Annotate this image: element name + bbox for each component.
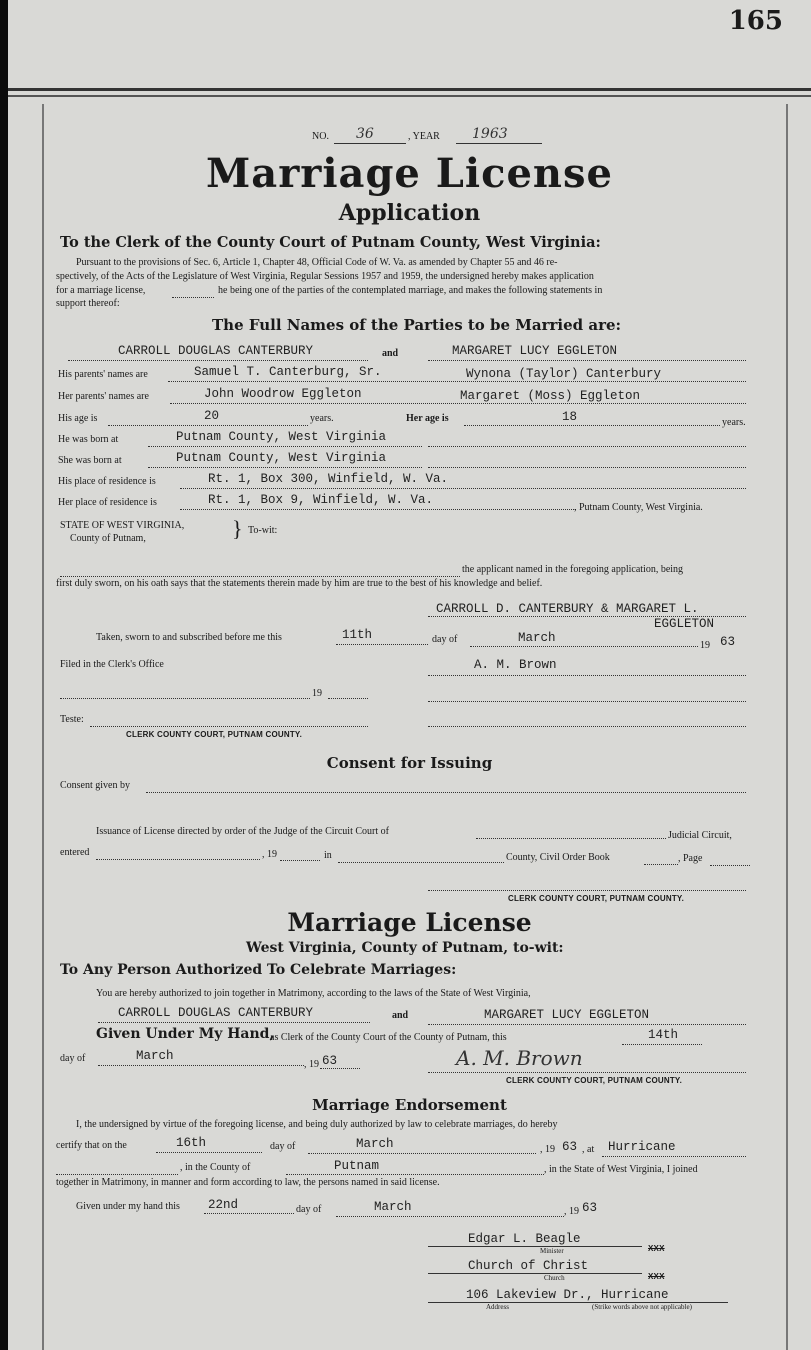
her-age-label: Her age is (406, 413, 449, 424)
license-title: Marriage License (287, 908, 532, 937)
applicant-signature: CARROLL D. CANTERBURY & MARGARET L. (436, 602, 699, 616)
document-subtitle: Application (338, 200, 481, 226)
she-born-label: She was born at (58, 455, 122, 466)
intro-line-2: spectively, of the Acts of the Legislature of West Virginia, Regular Sessions 1957 and 1959, the undersigned hereby makes application (56, 271, 594, 282)
sworn-month: March (518, 631, 556, 645)
intro-line-3a: for a marriage license, (56, 285, 146, 296)
entered-in-label: in (324, 850, 332, 861)
license-day: 14th (648, 1028, 679, 1042)
clerk-name: A. M. Brown (474, 658, 557, 672)
minister-caption: Minister (540, 1247, 564, 1255)
sworn-year: 63 (720, 635, 736, 649)
consent-heading: Consent for Issuing (326, 754, 493, 772)
no-label: NO. (312, 131, 329, 142)
license-state-line: West Virginia, County of Putnam, to-wit: (246, 940, 564, 956)
her-residence: Rt. 1, Box 9, Winfield, W. Va. (208, 493, 434, 507)
form-border-left (42, 104, 44, 1350)
her-age: 18 (562, 410, 578, 424)
marriage-month: March (356, 1137, 394, 1151)
addressee-line: To the Clerk of the County Court of Putnam County, West Virginia: (60, 234, 601, 251)
issuance-label: Issuance of License directed by order of the Judge of the Circuit Court of (96, 826, 389, 837)
strike-mark-2: XXX (648, 1272, 665, 1281)
license-year: 63 (322, 1054, 338, 1068)
state-label: STATE OF WEST VIRGINIA, (60, 520, 185, 531)
filed-nineteen: 19 (312, 688, 322, 699)
county-label: County of Putnam, (70, 533, 146, 544)
order-book-label: County, Civil Order Book (506, 852, 610, 863)
intro-line-4: support thereof: (56, 298, 120, 309)
marriage-nineteen: , 19 (540, 1144, 555, 1155)
applicant-signature-2: EGGLETON (654, 617, 715, 631)
given-day: 22nd (208, 1198, 239, 1212)
his-residence-label: His place of residence is (58, 476, 156, 487)
intro-line-1: Pursuant to the provisions of Sec. 6, Article 1, Chapter 48, Official Code of W. Va. as amended by Chapter 55 and 46 re- (76, 257, 558, 268)
clerk-caption-3: CLERK COUNTY COURT, PUTNAM COUNTY. (506, 1076, 682, 1085)
license-month: March (136, 1049, 174, 1063)
her-parents-label: Her parents' names are (58, 391, 149, 402)
marriage-year: 63 (562, 1140, 578, 1154)
given-month: March (374, 1200, 412, 1214)
form-border-right (786, 104, 788, 1350)
marriage-day-of: day of (270, 1141, 296, 1152)
his-parents-label: His parents' names are (58, 369, 148, 380)
given-under-hand: Given Under My Hand, (96, 1026, 275, 1042)
his-age: 20 (204, 409, 220, 423)
license-and: and (392, 1010, 409, 1021)
given-year: 63 (582, 1201, 598, 1215)
license-day-of: day of (60, 1053, 86, 1064)
as-clerk-label: as Clerk of the County Court of the County of Putnam, this (270, 1032, 507, 1043)
consent-given-label: Consent given by (60, 780, 130, 791)
filed-label: Filed in the Clerk's Office (60, 659, 164, 670)
license-bride: MARGARET LUCY EGGLETON (484, 1008, 650, 1022)
endorsement-line-1: I, the undersigned by virtue of the foregoing license, and being duly authorized by law to celebrate marriages, do hereby (76, 1119, 558, 1130)
license-number: 36 (356, 126, 374, 142)
judicial-circuit-label: Judicial Circuit, (668, 830, 732, 841)
years-label-2: years. (722, 417, 746, 428)
page-number: 165 (728, 6, 783, 36)
record-page (8, 0, 811, 1350)
license-year: 1963 (472, 126, 508, 142)
entered-nineteen: , 19 (262, 849, 277, 860)
county-of-label: , in the County of (180, 1162, 251, 1173)
license-to-any: To Any Person Authorized To Celebrate Marriages: (60, 962, 457, 978)
binding-rule (8, 88, 811, 91)
clerk-signature: A. M. Brown (456, 1046, 583, 1070)
sworn-label: Taken, sworn to and subscribed before me this (96, 632, 282, 643)
sworn-day: 11th (342, 628, 373, 642)
license-year-prefix: , 19 (304, 1059, 319, 1070)
given-label: Given under my hand this (76, 1201, 180, 1212)
he-born: Putnam County, West Virginia (176, 430, 387, 444)
binding-rule-2 (8, 95, 811, 97)
license-authorized: You are hereby authorized to join together in Matrimony, according to the laws of the State of West Virginia, (96, 988, 531, 999)
endorsement-line-3: together in Matrimony, in manner and form according to law, the persons named in said license. (56, 1177, 440, 1188)
entered-label: entered (60, 847, 90, 858)
minister-address: 106 Lakeview Dr., Hurricane (466, 1288, 669, 1302)
endorsement-heading: Marriage Endorsement (312, 1096, 507, 1114)
document-title: Marriage License (206, 150, 613, 197)
church-caption: Church (544, 1274, 565, 1282)
certify-label: certify that on the (56, 1140, 127, 1151)
his-age-label: His age is (58, 413, 98, 424)
oath-line-1: the applicant named in the foregoing application, being (462, 564, 684, 575)
marriage-place: Hurricane (608, 1140, 676, 1154)
towit-label: To-wit: (248, 525, 278, 536)
strike-note: (Strike words above not applicable) (592, 1303, 692, 1311)
given-nineteen: , 19 (564, 1206, 579, 1217)
oath-line-2: first duly sworn, on his oath says that the statements therein made by him are true to the best of his knowledge and belief. (56, 578, 543, 589)
clerk-caption-2: CLERK COUNTY COURT, PUTNAM COUNTY. (508, 894, 684, 903)
marriage-day: 16th (176, 1136, 207, 1150)
strike-mark-1: XXX (648, 1244, 665, 1253)
license-groom: CARROLL DOUGLAS CANTERBURY (118, 1006, 314, 1020)
parties-heading: The Full Names of the Parties to be Married are: (212, 316, 622, 334)
her-residence-label: Her place of residence is (58, 497, 157, 508)
church-name: Church of Christ (468, 1259, 589, 1273)
her-mother: Margaret (Moss) Eggleton (460, 389, 641, 403)
and-label: and (382, 348, 399, 359)
his-mother: Wynona (Taylor) Canterbury (466, 367, 662, 381)
sworn-year-prefix: 19 (700, 640, 710, 651)
intro-line-3b: he being one of the parties of the contemplated marriage, and makes the following statements in (218, 285, 603, 296)
teste-label: Teste: (60, 714, 84, 725)
oath-brace: } (232, 516, 243, 541)
given-day-of: day of (296, 1204, 322, 1215)
he-born-label: He was born at (58, 434, 119, 445)
her-father: John Woodrow Eggleton (204, 387, 362, 401)
his-father: Samuel T. Canterburg, Sr. (194, 365, 382, 379)
minister-name: Edgar L. Beagle (468, 1232, 581, 1246)
residence-suffix: , Putnam County, West Virginia. (574, 502, 703, 513)
groom-name: CARROLL DOUGLAS CANTERBURY (118, 344, 314, 358)
page-label: , Page (678, 853, 703, 864)
marriage-county: Putnam (334, 1159, 380, 1173)
year-label: , YEAR (408, 131, 440, 142)
his-residence: Rt. 1, Box 300, Winfield, W. Va. (208, 472, 449, 486)
years-label: years. (310, 413, 334, 424)
clerk-caption-1: CLERK COUNTY COURT, PUTNAM COUNTY. (126, 730, 302, 739)
state-joined: , in the State of West Virginia, I joined (544, 1164, 698, 1175)
bride-name: MARGARET LUCY EGGLETON (452, 344, 618, 358)
sworn-day-of: day of (432, 634, 458, 645)
marriage-at: , at (582, 1144, 595, 1155)
she-born: Putnam County, West Virginia (176, 451, 387, 465)
address-caption: Address (486, 1303, 509, 1311)
